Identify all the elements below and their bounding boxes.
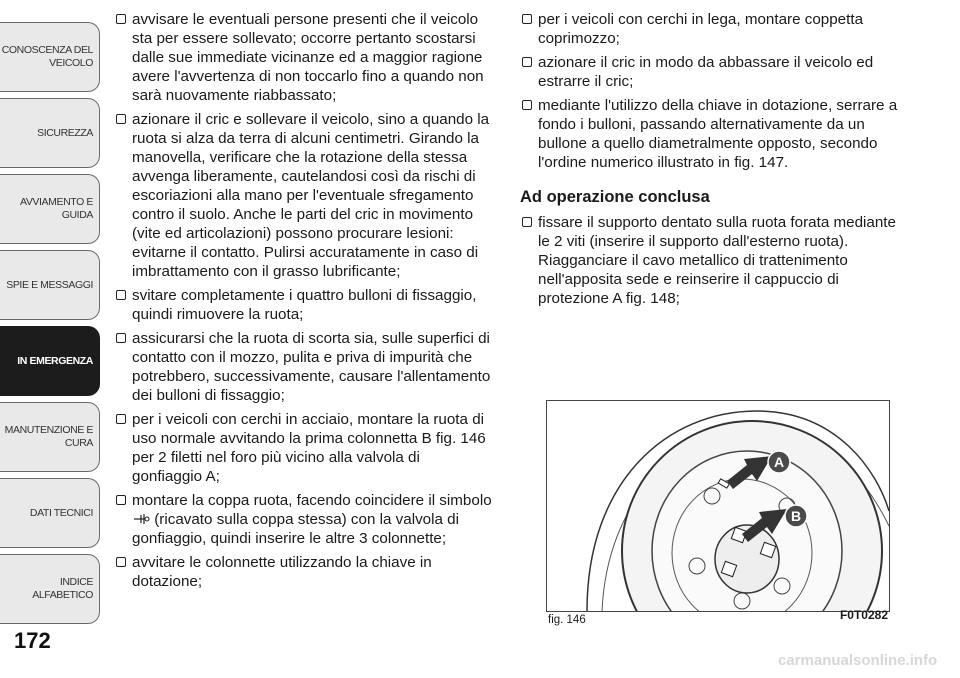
text-column-right <box>520 10 900 313</box>
tab-label: MANUTENZIONE E CURA <box>4 424 93 449</box>
list-item-text: (ricavato sulla coppa stessa) con la valvola di gonfiaggio, quindi inserire le altre 3 colonnette; <box>132 511 459 547</box>
label-a: A <box>773 454 785 470</box>
tab-manutenzione-e-cura[interactable] <box>0 402 100 472</box>
tab-label: SICUREZZA <box>37 126 93 139</box>
page-number: 172 <box>14 628 51 653</box>
svg-text:carmanualsonline.info: carmanualsonline.info <box>778 652 938 669</box>
tab-label: IN EMERGENZA <box>17 354 93 367</box>
tab-dati-tecnici[interactable] <box>0 478 100 548</box>
list-item: avvisare le eventuali persone presenti che il veicolo sta per essere sollevato; occorre pertanto scostarsi dalle sue immediate vicinanze ed a maggior ragione avere l'avvertenza di non toccarlo fino a quando non sarà nuovamente riabbassato; <box>114 10 494 105</box>
list-item: azionare il cric in modo da abbassare il veicolo ed estrarre il cric; <box>520 53 900 91</box>
list-item: assicurarsi che la ruota di scorta sia, sulle superfici di contatto con il mozzo, pulita e priva di impurità che potrebbero, successivamente, causare l'allentamento dei bulloni di fissaggio; <box>114 329 494 405</box>
tab-avviamento-e-guida[interactable] <box>0 174 100 244</box>
tab-indice-alfabetico[interactable] <box>0 554 100 624</box>
list-item <box>114 491 494 548</box>
chapter-sidebar <box>0 0 104 678</box>
list-item: avvitare le colonnette utilizzando la chiave in dotazione; <box>114 553 494 591</box>
label-b: B <box>790 508 802 524</box>
watermark-logo <box>778 650 946 670</box>
instruction-list <box>520 10 900 172</box>
valve-symbol-icon <box>132 512 150 526</box>
tab-in-emergenza[interactable] <box>0 326 100 396</box>
list-item: svitare completamente i quattro bulloni di fissaggio, quindi rimuovere la ruota; <box>114 286 494 324</box>
instruction-list <box>520 213 900 308</box>
list-item: azionare il cric e sollevare il veicolo, sino a quando la ruota si alza da terra di alcuni centimetri. Girando la manovella, verificare che la rotazione della stessa avvenga liberamente, cautelandosi così da rischi di escoriazioni alla mano per l'eventuale sfregamento contro il suolo. Anche le parti del cric in movimento (vite ed articolazioni) possono procurare lesioni: evitarne il contatto. Pulirsi accuratamente in caso di imbrattamento con il grasso lubrificante; <box>114 110 494 281</box>
text-column-left <box>114 10 494 596</box>
figure-caption <box>548 608 888 626</box>
wheel-illustration <box>546 400 890 612</box>
list-item: fissare il supporto dentato sulla ruota forata mediante le 2 viti (inserire il supporto dall'esterno ruota). Riagganciare il cavo metallico di trattenimento nell'apposita sede e reinserire il cappuccio di protezione A fig. 148; <box>520 213 900 308</box>
tab-conoscenza-del-veicolo[interactable] <box>0 22 100 92</box>
list-item: per i veicoli con cerchi in acciaio, montare la ruota di uso normale avvitando la prima colonnetta B fig. 146 per 2 filetti nel foro più vicino alla valvola di gonfiaggio A; <box>114 410 494 486</box>
list-item: mediante l'utilizzo della chiave in dotazione, serrare a fondo i bulloni, passando alternativamente da un bullone a quello diametralmente opposto, secondo l'ordine numerico illustrato in fig. 147. <box>520 96 900 172</box>
tab-spie-e-messaggi[interactable] <box>0 250 100 320</box>
wheel-drawing <box>547 401 889 611</box>
tab-label: INDICE ALFABETICO <box>32 576 93 601</box>
tab-label: AVVIAMENTO E GUIDA <box>20 196 93 221</box>
tab-label: DATI TECNICI <box>29 506 93 519</box>
list-item: per i veicoli con cerchi in lega, montare coppetta coprimozzo; <box>520 10 900 48</box>
figure-number: fig. 146 <box>548 614 586 626</box>
tab-label: SPIE E MESSAGGI <box>6 278 93 291</box>
section-heading: Ad operazione conclusa <box>520 188 710 206</box>
instruction-list <box>114 10 494 591</box>
figure-code: F0T0282 <box>839 608 888 622</box>
tab-sicurezza[interactable] <box>0 98 100 168</box>
tab-label: CONOSCENZA DEL VEICOLO <box>1 44 93 69</box>
list-item-text: montare la coppa ruota, facendo coincidere il simbolo <box>132 492 492 509</box>
